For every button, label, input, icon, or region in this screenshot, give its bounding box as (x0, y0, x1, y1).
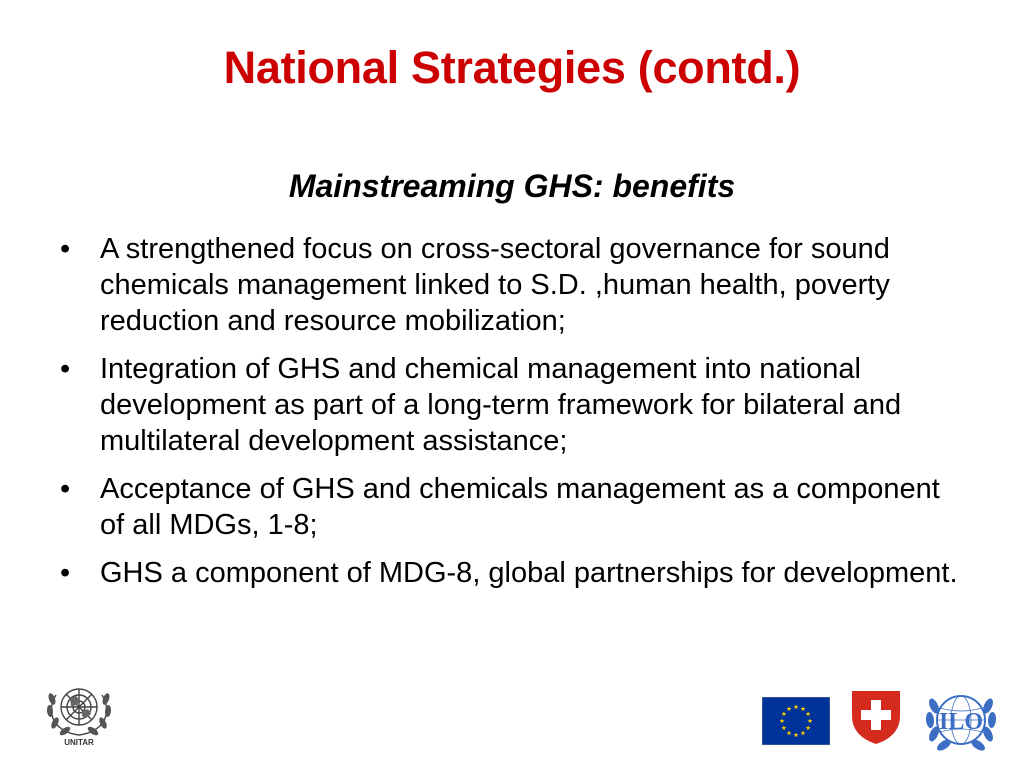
bullet-item (58, 351, 958, 459)
unitar-label: UNITAR (64, 738, 94, 747)
bullet-text: Integration of GHS and chemical management into national development as part of a long-term framework for bilateral and multilateral development assistance; (100, 353, 902, 457)
bullet-item (58, 471, 958, 543)
swiss-shield-icon (850, 688, 902, 746)
slide-title: National Strategies (contd.) (223, 42, 801, 93)
ilo-logo-text: ILO (938, 709, 984, 735)
bullet-list (58, 231, 958, 603)
bullet-dot: • (60, 353, 71, 385)
slide-subtitle: Mainstreaming GHS: benefits (288, 168, 736, 204)
ilo-logo-icon (922, 684, 1000, 756)
eu-flag-icon (762, 697, 830, 745)
bullet-dot: • (60, 473, 71, 505)
bullet-dot: • (60, 233, 71, 265)
bullet-text: Acceptance of GHS and chemicals management as a component of all MDGs, 1-8; (100, 473, 940, 541)
bullet-item (58, 231, 958, 339)
bullet-text: GHS a component of MDG-8, global partnerships for development. (100, 557, 958, 589)
bullet-item (58, 555, 958, 591)
bullet-text: A strengthened focus on cross-sectoral governance for sound chemicals management linked to S.D. ,human health, poverty reduction and resource mobilization; (100, 233, 890, 337)
bullet-dot: • (60, 557, 71, 589)
